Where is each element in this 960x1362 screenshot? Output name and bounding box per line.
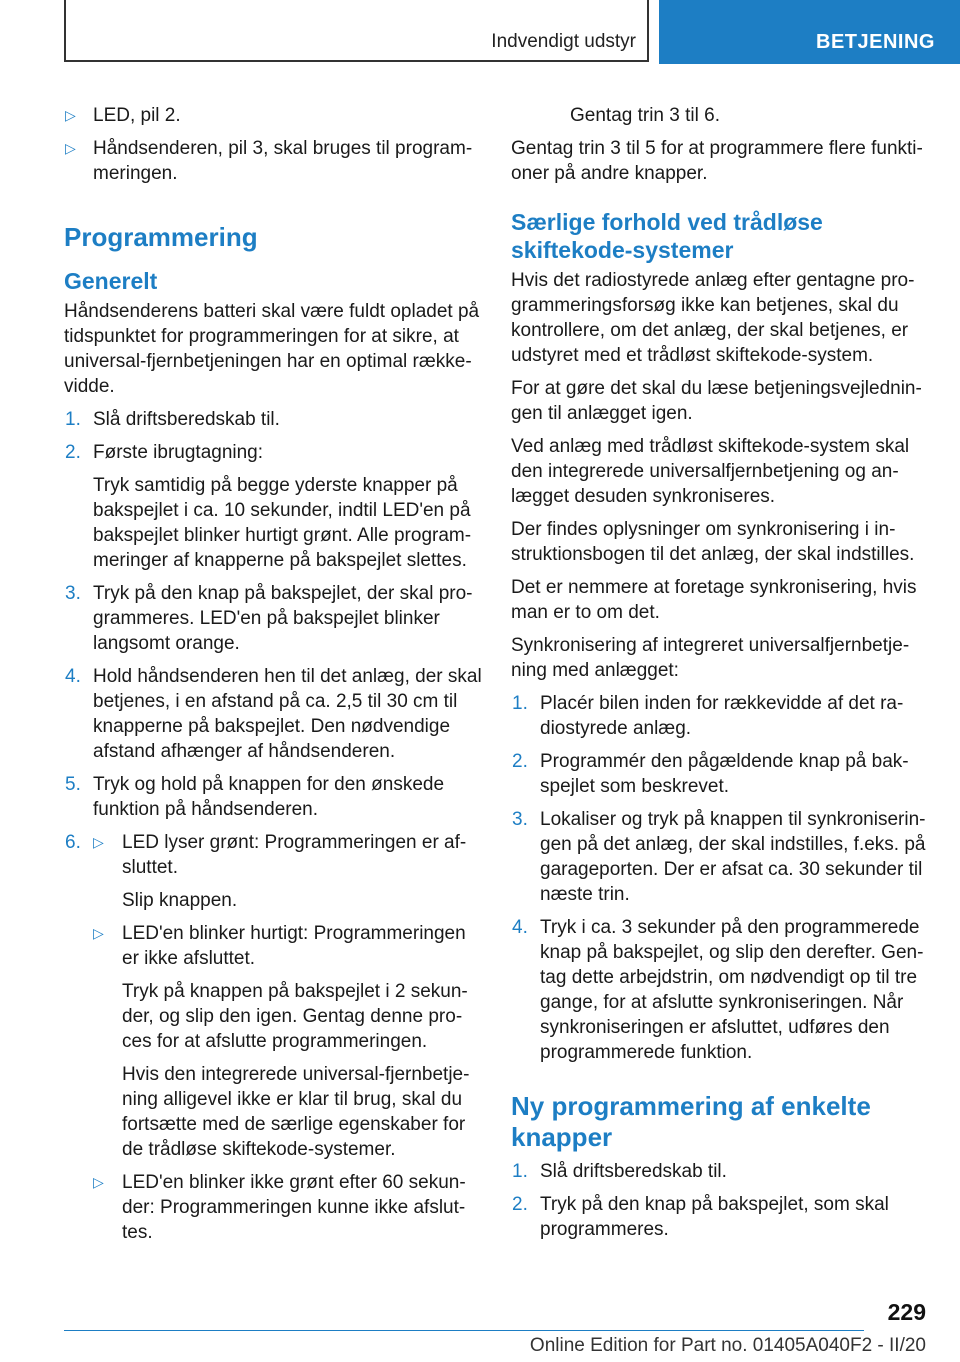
page-number: 229 [887,1299,926,1325]
step-detail: Slip knappen. [122,890,238,911]
step-item: 4. Hold håndsenderen hen til det anlæg, der skal betjenes, i en afstand på ca. 2,5 til 30 cm til knapperne på bakspejlet. Den nødvendige afstand afhænger af håndsenderen. [65,666,482,762]
step-item: 2. Første ibrugtagning: [65,442,264,463]
chapter-tab [659,0,960,64]
step-detail: Gentag trin 3 til 6. [570,105,720,126]
chapter-title: BETJENING [816,31,935,53]
step-item: 1. Slå driftsberedskab til. [512,1161,727,1182]
triangle-bullet-icon: ▷ [93,834,104,850]
list-item: ▷ LED'en blinker ikke grønt efter 60 sekunder: Programmeringen kunne ikke afsluttes. [93,1172,466,1243]
heading-generelt: Generelt [64,268,158,294]
list-item: ▷ LED, pil 2. [65,105,181,126]
heading-special-conditions: Særlige forhold ved trådløse skiftekode-systemer [511,209,823,263]
right-column [511,103,931,1250]
paragraph: Gentag trin 3 til 5 for at programmere flere funktioner på andre knapper. [511,138,923,184]
step-item: 4. Tryk i ca. 3 sekunder på den programmerede knap på bakspejlet, og slip den derefter. Gentag dette arbejdstrin, om nødvendigt op til tre gange, for at afslutte synkroniseringen. Når synkroniseringen er afsluttet, udføres den programmerede funktion. [512,917,924,1063]
step-item: 6. ▷ LED lyser grønt: Programmeringen er afsluttet. [65,832,467,878]
step-item: 5. Tryk og hold på knappen for den ønskede funktion på håndsenderen. [65,774,445,820]
paragraph: Der findes oplysninger om synkronisering i instruktionsbogen til det anlæg, der skal indstilles. [511,519,915,565]
step-detail: Tryk på knappen på bakspejlet i 2 sekunder, og slip den igen. Gentag denne proces for at afslutte programmeringen. [122,981,468,1052]
heading-programmering: Programmering [64,222,258,252]
paragraph: Ved anlæg med trådløst skiftekode-system skal den integrerede universalfjernbetjening og anlægget desuden synkroniseres. [511,436,910,507]
heading-new-programming: Ny programmering af enkelte knapper [511,1091,871,1152]
section-title: Indvendigt udstyr [491,31,636,52]
intro-paragraph: Håndsenderens batteri skal være fuldt opladet på tidspunktet for programmeringen for at sikre, at universal-fjernbetjeningen har en optimal rækkevidde. [64,301,480,397]
triangle-bullet-icon: ▷ [93,925,104,941]
step-item: 1. Slå driftsberedskab til. [65,409,280,430]
triangle-bullet-icon: ▷ [65,107,76,123]
step-item: 1. Placér bilen inden for rækkevidde af det radiostyrede anlæg. [512,693,904,739]
paragraph: For at gøre det skal du læse betjeningsvejledningen til anlægget igen. [511,378,922,424]
left-column [64,103,482,1253]
step-item: 3. Lokaliser og tryk på knappen til synkroniseringen på det anlæg, der skal indstilles, f.eks. på garageporten. Der er afsat ca. 30 sekunder til næste trin. [512,809,926,905]
paragraph: Det er nemmere at foretage synkronisering, hvis man er to om det. [511,577,917,623]
footer-edition: Online Edition for Part no. 01405A040F2 - II/20 [529,1335,926,1356]
triangle-bullet-icon: ▷ [65,140,76,156]
step-item: 3. Tryk på den knap på bakspejlet, der skal programmeres. LED'en på bakspejlet blinker langsomt orange. [65,583,473,654]
triangle-bullet-icon: ▷ [93,1174,104,1190]
step-detail: Hvis den integrerede universal-fjernbetjening alligevel ikke er klar til brug, skal du fortsætte med de særlige egenskaber for de trådløse skiftekode-systemer. [122,1064,470,1160]
footer-divider [64,1330,864,1331]
step-detail: Tryk samtidig på begge yderste knapper på bakspejlet i ca. 10 sekunder, indtil LED'en på bakspejlet blinker hurtigt grønt. Alle programmeringer af knapperne på bakspejlet slettes. [93,475,472,571]
list-item: ▷ LED'en blinker hurtigt: Programmeringen er ikke afsluttet. [93,923,466,969]
step-item: 2. Programmér den pågældende knap på bakspejlet som beskrevet. [512,751,909,797]
list-item: ▷ Håndsenderen, pil 3, skal bruges til programmeringen. [65,138,473,184]
paragraph: Hvis det radiostyrede anlæg efter gentagne programmeringsforsøg ikke kan betjenes, skal du kontrollere, om det anlæg, der skal betjenes, er udstyret med et trådløst skiftekode-system. [511,270,915,366]
step-item: 2. Tryk på den knap på bakspejlet, som skal programmeres. [512,1194,889,1240]
paragraph: Synkronisering af integreret universalfjernbetjening med anlægget: [511,635,910,681]
